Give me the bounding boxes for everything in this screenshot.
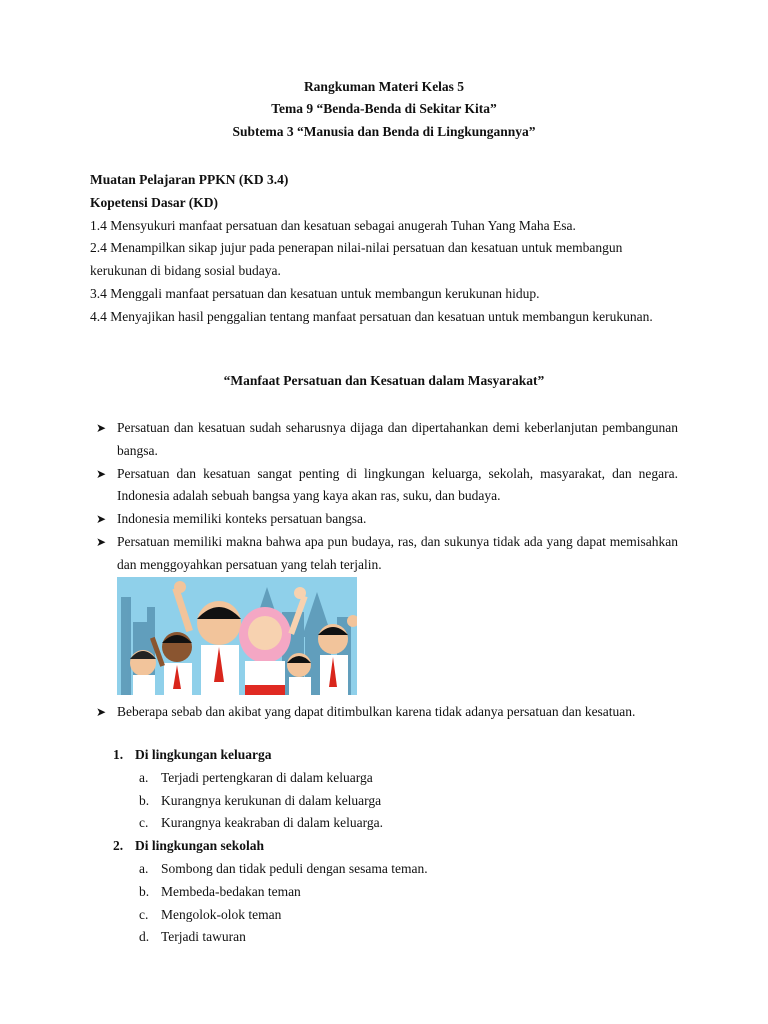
kd-title: Kopetensi Dasar (KD)	[90, 194, 218, 210]
bullet-text: Persatuan memiliki makna bahwa apa pun budaya, ras, dan sukunya tidak ada yang dapat memisahkan dan menggoyahkan persatuan yang telah terjalin.	[117, 533, 678, 572]
kd-item: 3.4 Menggali manfaat persatuan dan kesatuan untuk membangun kerukunan hidup.	[90, 285, 540, 301]
kd-item: 4.4 Menyajikan hasil penggalian tentang manfaat persatuan dan kesatuan untuk membangun kerukunan.	[90, 308, 653, 324]
bullet-list-2	[96, 701, 678, 724]
muatan-title: Muatan Pelajaran PPKN (KD 3.4)	[90, 172, 289, 187]
list-heading	[113, 744, 673, 767]
list-item	[113, 858, 673, 881]
bullet-item	[96, 701, 678, 724]
bullet-text: Indonesia memiliki konteks persatuan bangsa.	[117, 511, 367, 527]
list-item	[113, 881, 673, 904]
kompetensi-block	[90, 169, 680, 329]
bullet-text: Beberapa sebab dan akibat yang dapat ditimbulkan karena tidak adanya persatuan dan kesatuan.	[117, 704, 636, 719]
bullet-text: Persatuan dan kesatuan sangat penting di lingkungan keluarga, sekolah, masyarakat, dan negara. Indonesia adalah sebuah bangsa yang kaya akan ras, suku, dan budaya.	[117, 465, 678, 504]
list-item	[113, 790, 673, 813]
doc-title-line2: Tema 9 “Benda-Benda di Sekitar Kita”	[271, 101, 497, 116]
list-number: 2.	[113, 838, 124, 854]
arrow-bullet-icon: ➤	[96, 466, 107, 481]
children-illustration	[117, 577, 357, 695]
arrow-bullet-icon: ➤	[96, 705, 107, 719]
kd-item: 1.4 Mensyukuri manfaat persatuan dan kesatuan sebagai anugerah Tuhan Yang Maha Esa.	[90, 217, 576, 233]
arrow-bullet-icon: ➤	[96, 421, 107, 435]
list-item	[113, 904, 673, 927]
section-title: “Manfaat Persatuan dan Kesatuan dalam Masyarakat”	[223, 373, 545, 388]
list-letter: a.	[139, 860, 149, 876]
bullet-item	[96, 508, 678, 531]
list-number: 1.	[113, 747, 124, 762]
list-item-text: Terjadi pertengkaran di dalam keluarga	[161, 769, 373, 785]
list-letter: a.	[139, 769, 149, 785]
numbered-list	[113, 744, 673, 949]
list-letter: c.	[139, 815, 149, 831]
list-title: Di lingkungan keluarga	[135, 747, 272, 762]
doc-title-line1: Rangkuman Materi Kelas 5	[303, 79, 465, 94]
list-item-text: Membeda-bedakan teman	[161, 883, 301, 899]
arrow-bullet-icon: ➤	[96, 534, 107, 549]
bullet-item	[96, 531, 678, 577]
list-letter: b.	[139, 883, 150, 899]
list-heading	[113, 835, 673, 858]
bullet-item	[96, 463, 678, 509]
bullet-text: Persatuan dan kesatuan sudah seharusnya dijaga dan dipertahankan demi keberlanjutan pembangunan bangsa.	[117, 420, 678, 458]
list-item-text: Sombong dan tidak peduli dengan sesama teman.	[161, 860, 428, 876]
list-item-text: Kurangnya kerukunan di dalam keluarga	[161, 792, 382, 808]
list-item-text: Terjadi tawuran	[161, 929, 246, 945]
list-letter: d.	[139, 929, 150, 945]
list-item	[113, 767, 673, 790]
list-item-text: Mengolok-olok teman	[161, 906, 282, 922]
list-item-text: Kurangnya keakraban di dalam keluarga.	[161, 815, 384, 831]
arrow-bullet-icon: ➤	[96, 512, 107, 527]
list-item	[113, 812, 673, 835]
doc-title-line3: Subtema 3 “Manusia dan Benda di Lingkungannya”	[232, 124, 536, 139]
list-letter: b.	[139, 792, 150, 808]
list-letter: c.	[139, 906, 149, 922]
bullet-item	[96, 417, 678, 463]
list-title: Di lingkungan sekolah	[135, 838, 265, 854]
list-item	[113, 926, 673, 949]
bullet-list	[96, 417, 678, 577]
kd-item: 2.4 Menampilkan sikap jujur pada penerapan nilai-nilai persatuan dan kesatuan untuk membangun kerukunan di bidang sosial budaya.	[90, 240, 623, 279]
